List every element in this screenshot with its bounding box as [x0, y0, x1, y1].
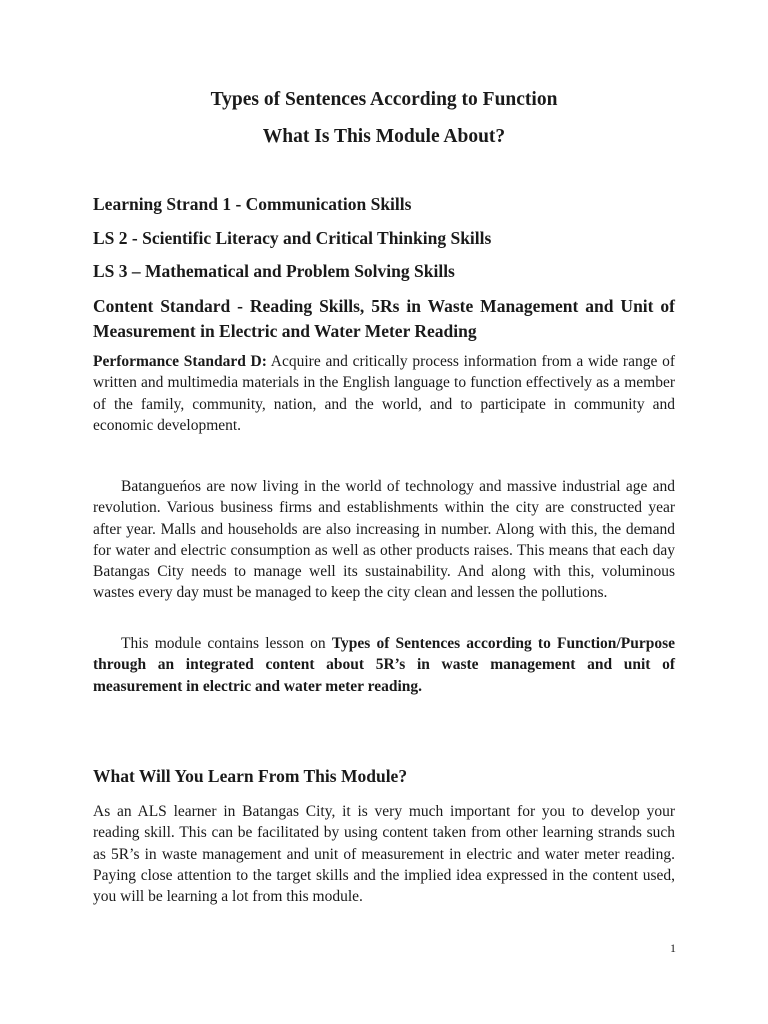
performance-standard [93, 351, 675, 436]
learn-paragraph: As an ALS learner in Batangas City, it is very much important for you to develop your reading skill. This can be facilitated by using content taken from other learning strands such as 5R’s in waste management and unit of measurement in electric and water meter reading. Paying close attention to the target skills and the implied idea expressed in the content used, you will be learning a lot from this module. [93, 803, 675, 906]
learning-strand-2: LS 2 - Scientific Literacy and Critical Thinking Skills [93, 228, 492, 248]
performance-standard-label: Performance Standard D: [93, 353, 267, 370]
document-title: Types of Sentences According to Function [210, 89, 558, 110]
intro-paragraph: Batangueńos are now living in the world of technology and massive industrial age and revolution. Various business firms and establishments within the city are constructed year after year. Malls and households are also increasing in number. Along with this, the demand for water and electric consumption as well as other products raises. This means that each day Batangas City needs to manage well its sustainability. And along with this, voluminous wastes every day must be managed to keep the city clean and lessen the pollutions. [93, 478, 675, 602]
learning-strand-3: LS 3 – Mathematical and Problem Solving Skills [93, 261, 455, 281]
module-bold-text: Types of Sentences according to Function/Purpose through an integrated content about 5R’s in waste management and unit of measurement in electric and water meter reading. [93, 635, 675, 695]
performance-standard-text: Acquire and critically process information from a wide range of written and multimedia materials in the English language to function effectively as a member of the family, community, nation, and the world, and to participate in community and economic development. [93, 353, 675, 434]
what-will-you-learn-heading: What Will You Learn From This Module? [93, 766, 408, 786]
module-lead-text: This module contains lesson on [121, 635, 332, 652]
page-number: 1 [670, 941, 676, 955]
content-standard: Content Standard - Reading Skills, 5Rs in Waste Management and Unit of Measurement in Electric and Water Meter Reading [93, 296, 675, 341]
learning-strand-1: Learning Strand 1 - Communication Skills [93, 194, 412, 214]
module-paragraph [93, 633, 675, 697]
module-about-heading: What Is This Module About? [262, 126, 506, 147]
